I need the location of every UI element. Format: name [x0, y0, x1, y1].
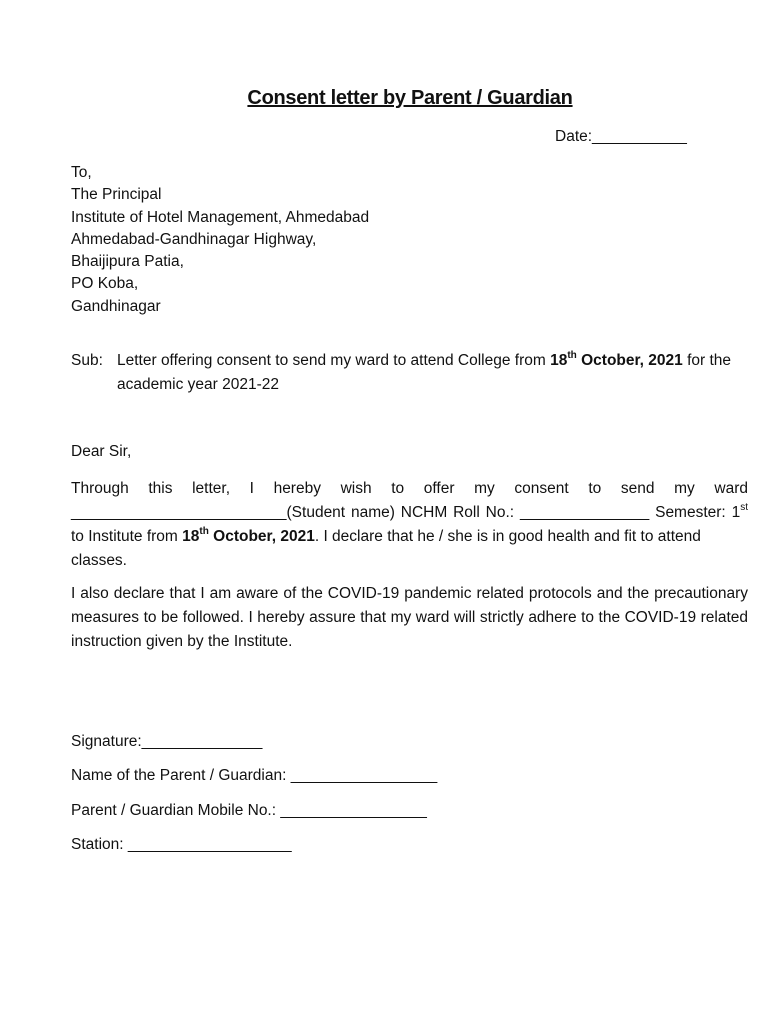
subject-text: Letter offering consent to send my ward to attend College from 18th October, 2021 for the academic year 2021-22 — [117, 349, 732, 393]
roll-no-blank: _______________ — [519, 504, 650, 521]
signature-field: Signature:______________ — [71, 733, 263, 750]
address-line: Institute of Hotel Management, Ahmedabad — [71, 208, 370, 226]
subject-label: Sub: — [71, 352, 103, 369]
station-field: Station: ___________________ — [71, 836, 292, 853]
address-line: Ahmedabad-Gandhinagar Highway, — [71, 230, 317, 248]
address-line: The Principal — [71, 186, 162, 204]
declaration-paragraph: I also declare that I am aware of the COVID-19 pandemic related protocols and the precautionary measures to be followed. I hereby assure that my ward will strictly adhere to the COVID-19 related instruction given by the Institute. — [71, 585, 748, 650]
consent-line-2: _________________________(Student name) NCHM Roll No.: _______________ Semester: 1st — [71, 501, 748, 521]
address-to: To, — [71, 164, 92, 181]
consent-paragraph — [71, 477, 748, 573]
recipient-address — [71, 162, 369, 318]
consent-line-3: to Institute from 18th October, 2021. I declare that he / she is in good health and fit to attend classes. — [71, 525, 701, 569]
student-name-blank: _________________________ — [71, 504, 287, 521]
address-line: Bhaijipura Patia, — [71, 253, 184, 271]
address-line: Gandhinagar — [71, 297, 161, 315]
address-line: PO Koba, — [71, 275, 139, 293]
date-field: Date:___________ — [555, 128, 687, 145]
mobile-field: Parent / Guardian Mobile No.: _________________ — [71, 802, 427, 819]
greeting: Dear Sir, — [71, 443, 132, 460]
page-title: Consent letter by Parent / Guardian — [247, 87, 573, 109]
subject-block — [71, 349, 751, 397]
parent-name-field: Name of the Parent / Guardian: _________________ — [71, 767, 438, 784]
consent-line-1: Through this letter, I hereby wish to offer my consent to send my ward — [71, 480, 748, 497]
